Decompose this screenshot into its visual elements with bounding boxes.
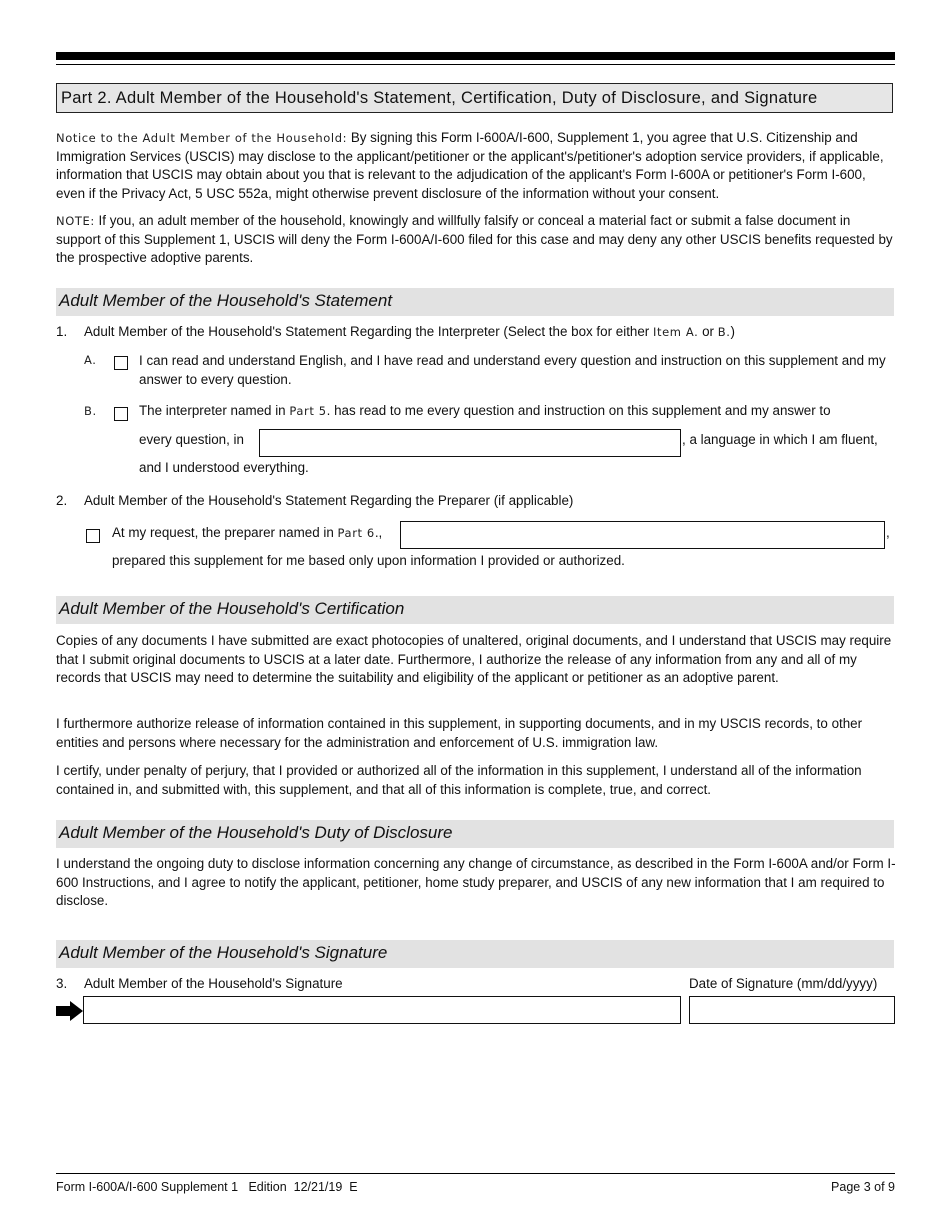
option-b-text-1: The interpreter named in <box>139 403 290 418</box>
disclosure-header: Adult Member of the Household's Duty of Disclosure <box>56 820 894 848</box>
option-a-letter: A. <box>84 353 97 367</box>
option-b-letter: B. <box>84 404 97 418</box>
preparer-checkbox[interactable] <box>86 529 100 543</box>
option-b-checkbox[interactable] <box>114 407 128 421</box>
item-2-text-4: prepared this supplement for me based only upon information I provided or authorized. <box>112 553 625 568</box>
item-1-text <box>84 324 735 339</box>
signature-input[interactable] <box>83 996 681 1024</box>
item-2-number: 2. <box>56 493 68 508</box>
option-b-line-1 <box>139 403 831 418</box>
interpreter-language-input[interactable] <box>259 429 681 457</box>
certification-p2: I furthermore authorize release of information contained in this supplement, in supporting documents, and in my USCIS records, to other entities and persons where necessary for the administration and enforcement of U.S. immigration law. <box>56 716 863 750</box>
note-text: If you, an adult member of the household, knowingly and willfully falsify or conceal a material fact or submit a false document in support of this Supplement 1, USCIS will deny the Form I-600A/I-600 filed for this case and may deny any other USCIS benefits requested by the prospective adoptive parents. <box>56 213 893 266</box>
item-1-ref-b: B. <box>717 325 731 339</box>
note-paragraph <box>56 212 896 268</box>
signature-header: Adult Member of the Household's Signature <box>56 940 894 968</box>
statement-header: Adult Member of the Household's Statement <box>56 288 894 316</box>
option-a-text: I can read and understand English, and I have read and understand every question and instruction on this supplement and my answer to every question. <box>139 353 886 387</box>
footer-rule <box>56 1173 895 1174</box>
item-1-ref-a: Item A. <box>653 325 699 339</box>
option-b-text-4: , a language in which I am fluent, <box>682 432 878 447</box>
certification-header: Adult Member of the Household's Certification <box>56 596 894 624</box>
item-2-text-3: , <box>886 525 890 540</box>
top-rule-thick <box>56 52 895 60</box>
item-1-text-b: or <box>698 324 718 339</box>
option-b-text-3: every question, in <box>139 432 244 447</box>
date-of-signature-input[interactable] <box>689 996 895 1024</box>
preparer-name-input[interactable] <box>400 521 885 549</box>
item-1-text-a: Adult Member of the Household's Statement Regarding the Interpreter (Select the box for either <box>84 324 653 339</box>
disclosure-p1: I understand the ongoing duty to disclose information concerning any change of circumstance, as described in the Form I-600A and/or Form I-600 Instructions, and I agree to notify the applicant, petitioner, home study preparer, and USCIS of any new information that I am required to disclose. <box>56 856 896 909</box>
option-b-text-2: . has read to me every question and instruction on this supplement and my answer to <box>326 403 831 418</box>
arrow-right-icon <box>56 1001 83 1021</box>
signature-label: Adult Member of the Household's Signature <box>84 976 343 991</box>
top-rule-thin <box>56 64 895 65</box>
option-b-ref: Part 5 <box>289 404 327 418</box>
notice-paragraph <box>56 129 896 203</box>
footer-form-edition: Form I-600A/I-600 Supplement 1 Edition 12/21/19 E <box>56 1180 358 1194</box>
notice-label: Notice to the Adult Member of the Household: <box>56 131 348 145</box>
notice-text: By signing this Form I-600A/I-600, Supplement 1, you agree that U.S. Citizenship and Immigration Services (USCIS) may disclose to the applicant/petitioner or the applicant's/petitioner's adoption service providers, if applicable, information that USCIS may obtain about you that is relevant to the adjudication of the applicant's Form I-600A or petitioner's Form I-600, even if the Privacy Act, 5 USC 552a, might otherwise prevent disclosure of the information without your consent. <box>56 130 884 201</box>
certification-p3: I certify, under penalty of perjury, that I provided or authorized all of the information in this supplement, I understand all of the information contained in, and submitted with, this supplement, and that all of this information is complete, true, and correct. <box>56 763 862 797</box>
note-label: NOTE: <box>56 214 95 228</box>
item-3-number: 3. <box>56 976 68 991</box>
item-2-text-1: At my request, the preparer named in <box>112 525 338 540</box>
certification-p1: Copies of any documents I have submitted are exact photocopies of unaltered, original documents, and I understand that USCIS may require that I submit original documents to USCIS at a later date. Furthermore, I authorize the release of any information from any and all of my records that USCIS may need to determine the suitability and eligibility of the applicant or petitioner as an adoptive parent. <box>56 633 892 686</box>
part-header: Part 2. Adult Member of the Household's Statement, Certification, Duty of Disclosure, and Signature <box>56 83 893 113</box>
footer-page-number: Page 3 of 9 <box>831 1180 895 1194</box>
option-b-text-5: and I understood everything. <box>139 460 309 475</box>
item-1-number: 1. <box>56 324 68 339</box>
item-1-text-c: ) <box>730 324 735 339</box>
item-2-text: Adult Member of the Household's Statement Regarding the Preparer (if applicable) <box>84 493 574 508</box>
item-2-line-1 <box>112 525 382 540</box>
item-2-text-2: ., <box>374 525 383 540</box>
option-a-checkbox[interactable] <box>114 356 128 370</box>
date-label: Date of Signature (mm/dd/yyyy) <box>689 976 878 991</box>
item-2-ref: Part 6 <box>337 526 375 540</box>
